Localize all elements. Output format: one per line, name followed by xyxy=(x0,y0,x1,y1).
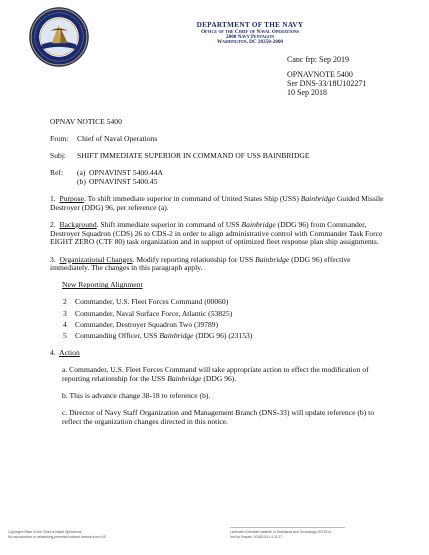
action-item-c: c. Director of Navy Staff Organization and Management Branch (DNS-33) will update reference (b) to reflect the organization changes directed in this notice. xyxy=(62,407,375,426)
letterhead-office: Office of the Chief of Naval Operations xyxy=(200,28,300,35)
notice-number: OPNAVNOTE 5400 xyxy=(287,69,353,79)
list-item: 2 Commander, U.S. Fleet Forces Command (00060) xyxy=(63,297,229,307)
subject-line xyxy=(50,152,390,161)
references xyxy=(50,169,390,186)
header-reference-block xyxy=(287,56,366,98)
subject-label: Subj: xyxy=(50,151,67,161)
footer-license: Licensee=Sheridan Institute of Standards and Technology 6071514 Not for Resale, 2018/10/11 4:11:27 xyxy=(230,530,331,540)
new-alignment-heading: New Reporting Alignment xyxy=(62,280,143,290)
action-heading: Action xyxy=(59,347,80,357)
serial-number: Ser DNS-33/18U102271 xyxy=(287,78,367,88)
letterhead-department: DEPARTMENT OF THE NAVY xyxy=(196,21,304,29)
cancellation-date: Canc frp: Sep 2019 xyxy=(287,55,349,64)
reference-item: (b) OPNAVINST 5400.45 xyxy=(77,177,158,187)
paragraph-background: 2. Background. Shift immediate superior in command of USS Bainbridge (DDG 96) from Commander, Destroyer Squadron (CDS) 26 to CDS-2 in order to align administrative control with Commander Task Force EIGHT ZERO (CTF 80) task organization and in support of optimized fleet response plan ship assignments. xyxy=(50,219,383,247)
letterhead xyxy=(140,22,360,46)
alignment-list xyxy=(50,298,390,340)
from-label: From: xyxy=(50,134,69,144)
from-line xyxy=(50,135,390,144)
letterhead-address-line1: 2000 Navy Pentagon xyxy=(226,34,274,41)
notice-title: OPNAV NOTICE 5400 xyxy=(50,117,122,126)
notice-body xyxy=(50,118,390,435)
from-value: Chief of Naval Operations xyxy=(77,134,158,144)
footer-divider xyxy=(230,527,345,528)
reference-item: (a) OPNAVINST 5400.44A xyxy=(77,168,163,178)
action-item-b: b. This is advance change 38-18 to reference (b). xyxy=(62,390,211,400)
subject-value: SHIFT IMMEDIATE SUPERIOR IN COMMAND OF USS BAINBRIDGE xyxy=(77,151,310,161)
paragraph-organizational-changes: 3. Organizational Changes. Modify reporting relationship for USS Bainbridge (DDG 96) effective immediately. The changes in this paragraph apply. xyxy=(50,254,351,273)
list-item: 4 Commander, Destroyer Squadron Two (39789) xyxy=(63,319,219,329)
notice-date: 10 Sep 2018 xyxy=(287,87,327,97)
paragraph-action: 4. Action xyxy=(50,347,80,357)
list-item: 5 Commanding Officer, USS Bainbridge (DDG 96) (23153) xyxy=(63,330,253,340)
footer-copyright: Copyright Office of the Chief of Naval Operations No reproduction or networking permitted without license from IHS xyxy=(8,530,106,540)
purpose-heading: Purpose xyxy=(59,194,84,204)
reference-label: Ref: xyxy=(50,168,64,178)
action-item-a: a. Commander, U.S. Fleet Forces Command will take appropriate action to effect the modification of reporting relationship for the USS Bainbridge (DDG 96). xyxy=(62,365,369,383)
background-heading: Background xyxy=(59,219,97,229)
organizational-changes-heading: Organizational Changes xyxy=(59,254,133,264)
list-item: 3 Commander, Naval Surface Force, Atlantic (53825) xyxy=(63,308,233,318)
navy-seal-icon xyxy=(28,6,90,68)
paragraph-purpose: 1. Purpose. To shift immediate superior in command of United States Ship (USS) Bainbridge Guided Missile Destroyer (DDG) 96, per reference (a). xyxy=(50,194,384,212)
letterhead-address-line2: Washington, DC 20350-2000 xyxy=(216,39,284,46)
